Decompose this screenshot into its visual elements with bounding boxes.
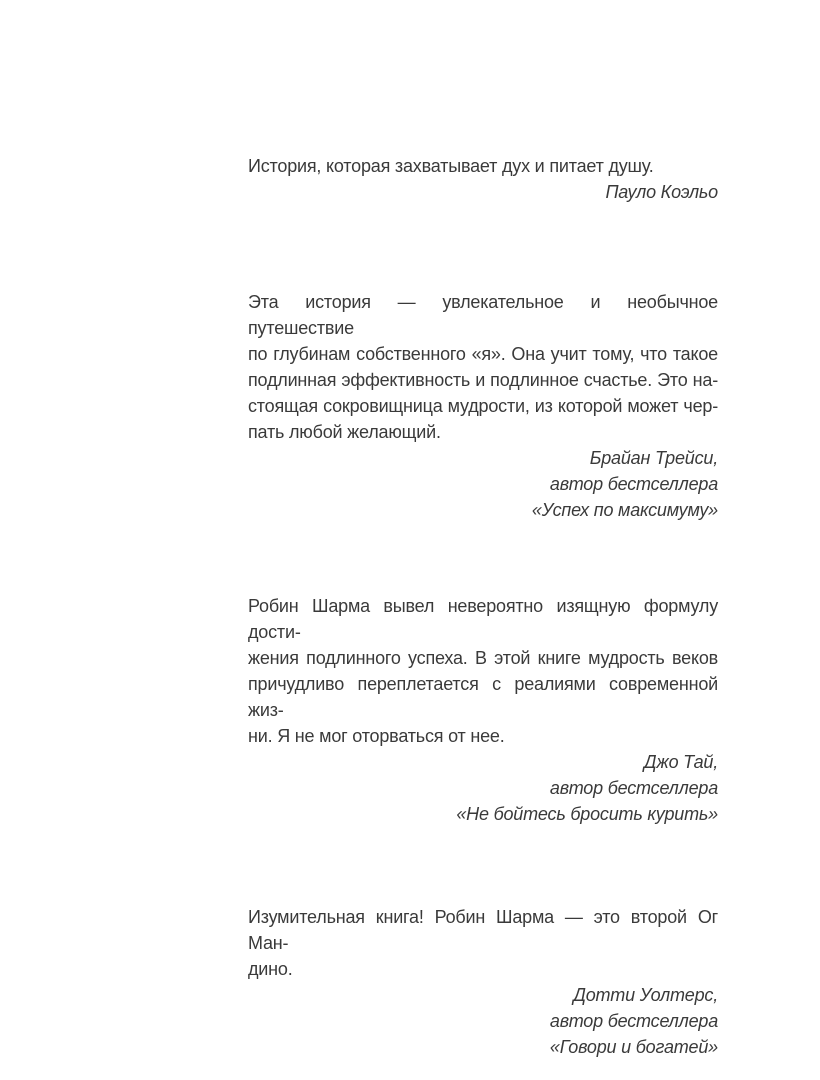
testimonial-block-3 (248, 593, 718, 827)
attribution-line: «Говори и богатей» (549, 1037, 718, 1057)
testimonials-column (248, 0, 718, 1060)
quote-text (248, 904, 718, 982)
attribution-line: автор бестселлера (549, 1011, 718, 1031)
attribution-line: «Не бойтесь бросить курить» (456, 804, 718, 824)
quote-line: подлинная эффективность и подлинное счастье. Это на- (248, 370, 718, 390)
quote-text (248, 153, 718, 179)
quote-text (248, 289, 718, 445)
attribution-line: «Успех по максимуму» (531, 500, 718, 520)
quote-line: ни. Я не мог оторваться от нее. (248, 726, 505, 746)
attribution-line: Брайан Трейси, (589, 448, 718, 468)
testimonial-block-4 (248, 904, 718, 1060)
quote-text (248, 593, 718, 749)
attribution (248, 445, 718, 523)
quote-line: пать любой желающий. (248, 422, 441, 442)
testimonial-block-2 (248, 289, 718, 523)
quote-line: причудливо переплетается с реалиями современной жиз- (248, 674, 718, 720)
attribution-line: автор бестселлера (549, 778, 718, 798)
attribution (248, 982, 718, 1060)
testimonial-block-1 (248, 153, 718, 205)
attribution-line: Пауло Коэльо (605, 182, 718, 202)
quote-line: Робин Шарма вывел невероятно изящную формулу дости- (248, 596, 718, 642)
attribution (248, 179, 718, 205)
quote-line: дино. (248, 959, 293, 979)
quote-line: по глубинам собственного «я». Она учит тому, что такое (248, 344, 718, 364)
quote-line: жения подлинного успеха. В этой книге мудрость веков (248, 648, 718, 668)
quote-line: стоящая сокровищница мудрости, из которой может чер- (248, 396, 718, 416)
quote-line: Эта история — увлекательное и необычное путешествие (248, 292, 718, 338)
quote-line: История, которая захватывает дух и питает душу. (248, 156, 654, 176)
attribution-line: Дотти Уолтерс, (573, 985, 718, 1005)
attribution-line: автор бестселлера (549, 474, 718, 494)
attribution-line: Джо Тай, (643, 752, 718, 772)
attribution (248, 749, 718, 827)
quote-line: Изумительная книга! Робин Шарма — это второй Ог Ман- (248, 907, 718, 953)
